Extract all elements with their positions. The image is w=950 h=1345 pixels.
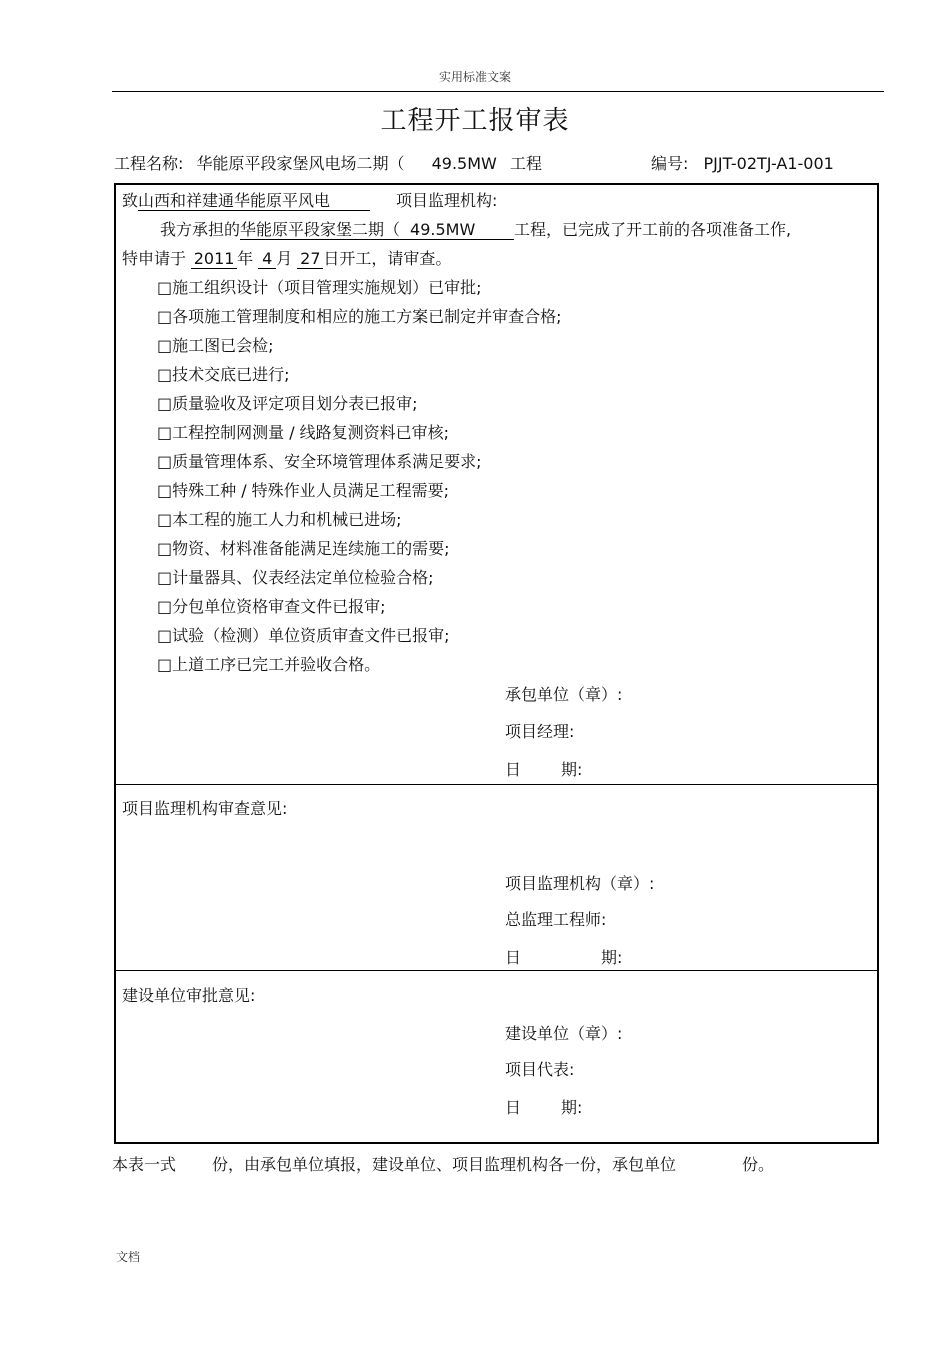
checklist-item: □物资、材料准备能满足连续施工的需要; [157, 539, 450, 558]
year-unit: 年 [237, 249, 254, 268]
project-capacity-value: 49.5MW [431, 154, 497, 173]
checklist-item: □分包单位资格审查文件已报审; [157, 597, 386, 616]
addressee-line [122, 188, 497, 211]
section-divider-2 [114, 970, 879, 971]
month-unit: 月 [276, 249, 293, 268]
supervision-date-label [505, 945, 622, 968]
start-year: 2011 [191, 250, 237, 269]
date-char-2: 期: [561, 1098, 583, 1117]
supervision-seal-label: 项目监理机构（章）: [505, 874, 655, 893]
project-name-value: 华能原平段家堡风电场二期（ [196, 154, 405, 173]
checklist-item: □施工图已会检; [157, 336, 274, 355]
checklist-item: □计量器具、仪表经法定单位检验合格; [157, 568, 434, 587]
copies-note [112, 1152, 774, 1175]
application-suffix: 工程，已完成了开工前的各项准备工作, [514, 220, 792, 239]
date-char-1: 日 [505, 760, 522, 779]
addressee-prefix: 致 [122, 191, 139, 210]
project-name-line [114, 151, 542, 174]
start-date-prefix: 特申请于 [122, 249, 187, 268]
owner-approval-heading: 建设单位审批意见: [122, 986, 256, 1005]
checklist-item: □各项施工管理制度和相应的施工方案已制定并审查合格; [157, 307, 562, 326]
project-label: 工程名称: [114, 154, 184, 173]
date-char-2: 期: [601, 948, 623, 967]
checklist-item: □质量验收及评定项目划分表已报审; [157, 394, 418, 413]
checklist-item: □上道工序已完工并验收合格。 [157, 655, 381, 674]
start-day: 27 [297, 250, 323, 269]
form-title: 工程开工报审表 [380, 106, 570, 136]
header-rule [112, 91, 884, 92]
form-number-value: PJJT-02TJ-A1-001 [703, 154, 834, 173]
checklist-item: □施工组织设计（项目管理实施规划）已审批; [157, 278, 482, 297]
copies-note-part-3: 份。 [742, 1155, 775, 1174]
form-number-label: 编号: [651, 154, 689, 173]
addressee-suffix: 项目监理机构: [396, 191, 498, 210]
application-project: 华能原平段家堡二期（ [240, 220, 401, 239]
start-month: 4 [258, 250, 276, 269]
checklist-item: □质量管理体系、安全环境管理体系满足要求; [157, 452, 482, 471]
page-footer-label: 文档 [116, 1250, 141, 1264]
section-divider-1 [114, 784, 879, 785]
date-char-1: 日 [505, 948, 522, 967]
start-date-suffix: 日开工，请审查。 [323, 249, 452, 268]
owner-date-label [505, 1095, 582, 1118]
project-manager-label: 项目经理: [505, 722, 575, 741]
date-char-2: 期: [561, 760, 583, 779]
application-line-1 [160, 217, 791, 240]
checklist-item: □技术交底已进行; [157, 365, 290, 384]
contractor-date-label [505, 757, 582, 780]
application-capacity: 49.5MW [410, 220, 476, 239]
project-suffix: 工程 [509, 154, 542, 173]
page-header-text: 实用标准文案 [438, 70, 511, 84]
supervision-opinion-heading: 项目监理机构审查意见: [122, 799, 288, 818]
copies-note-part-1: 本表一式 [112, 1155, 177, 1174]
date-char-1: 日 [505, 1098, 522, 1117]
project-representative-label: 项目代表: [505, 1060, 575, 1079]
application-line-2 [122, 246, 451, 269]
application-prefix: 我方承担的 [160, 220, 241, 239]
copies-note-part-2: 份，由承包单位填报，建设单位、项目监理机构各一份，承包单位 [212, 1155, 677, 1174]
checklist-item: □特殊工种 / 特殊作业人员满足工程需要; [157, 481, 450, 500]
application-project-underline [240, 221, 514, 240]
form-number-line [651, 151, 834, 174]
owner-seal-label: 建设单位（章）: [505, 1024, 623, 1043]
chief-engineer-label: 总监理工程师: [505, 910, 607, 929]
checklist-item: □本工程的施工人力和机械已进场; [157, 510, 402, 529]
checklist-item: □工程控制网测量 / 线路复测资料已审核; [157, 423, 450, 442]
addressee-name: 山西和祥建通华能原平风电 [138, 192, 370, 211]
contractor-seal-label: 承包单位（章）: [505, 685, 623, 704]
checklist-item: □试验（检测）单位资质审查文件已报审; [157, 626, 450, 645]
